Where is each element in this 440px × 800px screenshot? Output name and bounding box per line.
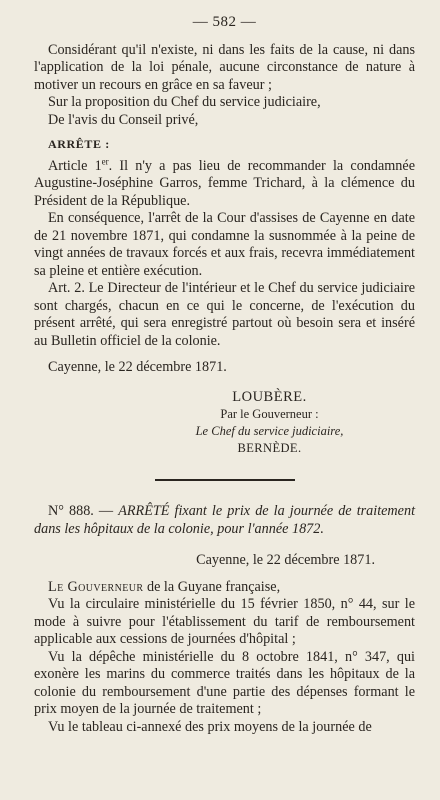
vu-tableau-paragraph: Vu le tableau ci-annexé des prix moyens de la journée de bbox=[48, 718, 372, 735]
page-number: — 582 — bbox=[192, 14, 257, 30]
consequence-paragraph: En conséquence, l'arrêt de la Cour d'assises de Cayenne en date de 21 novembre 1871, qui condamne la susnommée à la peine de vingt années de travaux forcés et aux frais, recevra immédiatement sa pleine et entière exécution. bbox=[34, 210, 415, 279]
article-1-text: . Il n'y a pas lieu de recommander la condamnée Augustine-Joséphine Garros, femme Trichard, à la clémence du Président de la République. bbox=[34, 157, 415, 209]
vu-circulaire-paragraph: Vu la circulaire ministérielle du 15 février 1850, n° 44, sur le mode à suivre pour l'établissement du tarif de remboursement applicable aux cessions de journées d'hôpital ; bbox=[34, 596, 415, 647]
section-divider bbox=[155, 479, 295, 481]
article-1-prefix: Article 1 bbox=[48, 157, 102, 174]
governor-rest: de la Guyane française, bbox=[143, 578, 281, 595]
headline-number: N° 888. bbox=[48, 503, 94, 519]
article-1-paragraph bbox=[34, 155, 415, 211]
proposition-paragraph: Sur la proposition du Chef du service judiciaire, bbox=[48, 94, 321, 110]
article-1-superscript: er bbox=[101, 155, 109, 166]
avis-paragraph: De l'avis du Conseil privé, bbox=[48, 111, 199, 128]
headline-dash: — bbox=[93, 503, 119, 519]
vu-depeche-paragraph: Vu la dépêche ministérielle du 8 octobre 1841, n° 347, qui exonère les marins du commerce traités dans les hôpitaux de la colonie du remboursement d'une partie des dépenses formant le prix moyen de la journée de traitement ; bbox=[34, 648, 415, 717]
article-2-paragraph: Art. 2. Le Directeur de l'intérieur et le Chef du service judiciaire sont chargés, chacun en ce qui le concerne, de l'exécution du présent arrêté, qui sera enregistré partout où besoin sera et inséré au Bulletin officiel de la colonie. bbox=[34, 280, 415, 349]
signature-title: Le Chef du service judiciaire, bbox=[195, 424, 344, 438]
signature-name-bernede: BERNÈDE. bbox=[237, 441, 302, 455]
signature-name-loubere: LOUBÈRE. bbox=[232, 388, 307, 405]
governor-title: Le Gouverneur bbox=[48, 578, 144, 595]
arrete-headline bbox=[34, 503, 415, 538]
governor-line bbox=[34, 579, 415, 597]
headline-title: ARRÊTÉ fixant le prix de la journée de traitement dans les hôpitaux de la colonie, pour l'année 1872. bbox=[34, 503, 416, 537]
considerant-paragraph: Considérant qu'il n'existe, ni dans les faits de la cause, ni dans l'application de la loi pénale, aucune circonstance de nature à motiver un recours en grâce en sa faveur ; bbox=[34, 41, 415, 93]
arrete-label: ARRÊTE : bbox=[48, 137, 110, 151]
signature-par-le-gouverneur: Par le Gouverneur : bbox=[220, 407, 319, 421]
signature-block bbox=[34, 389, 415, 458]
date-line-2: Cayenne, le 22 décembre 1871. bbox=[196, 552, 375, 568]
date-line-1: Cayenne, le 22 décembre 1871. bbox=[48, 359, 227, 375]
